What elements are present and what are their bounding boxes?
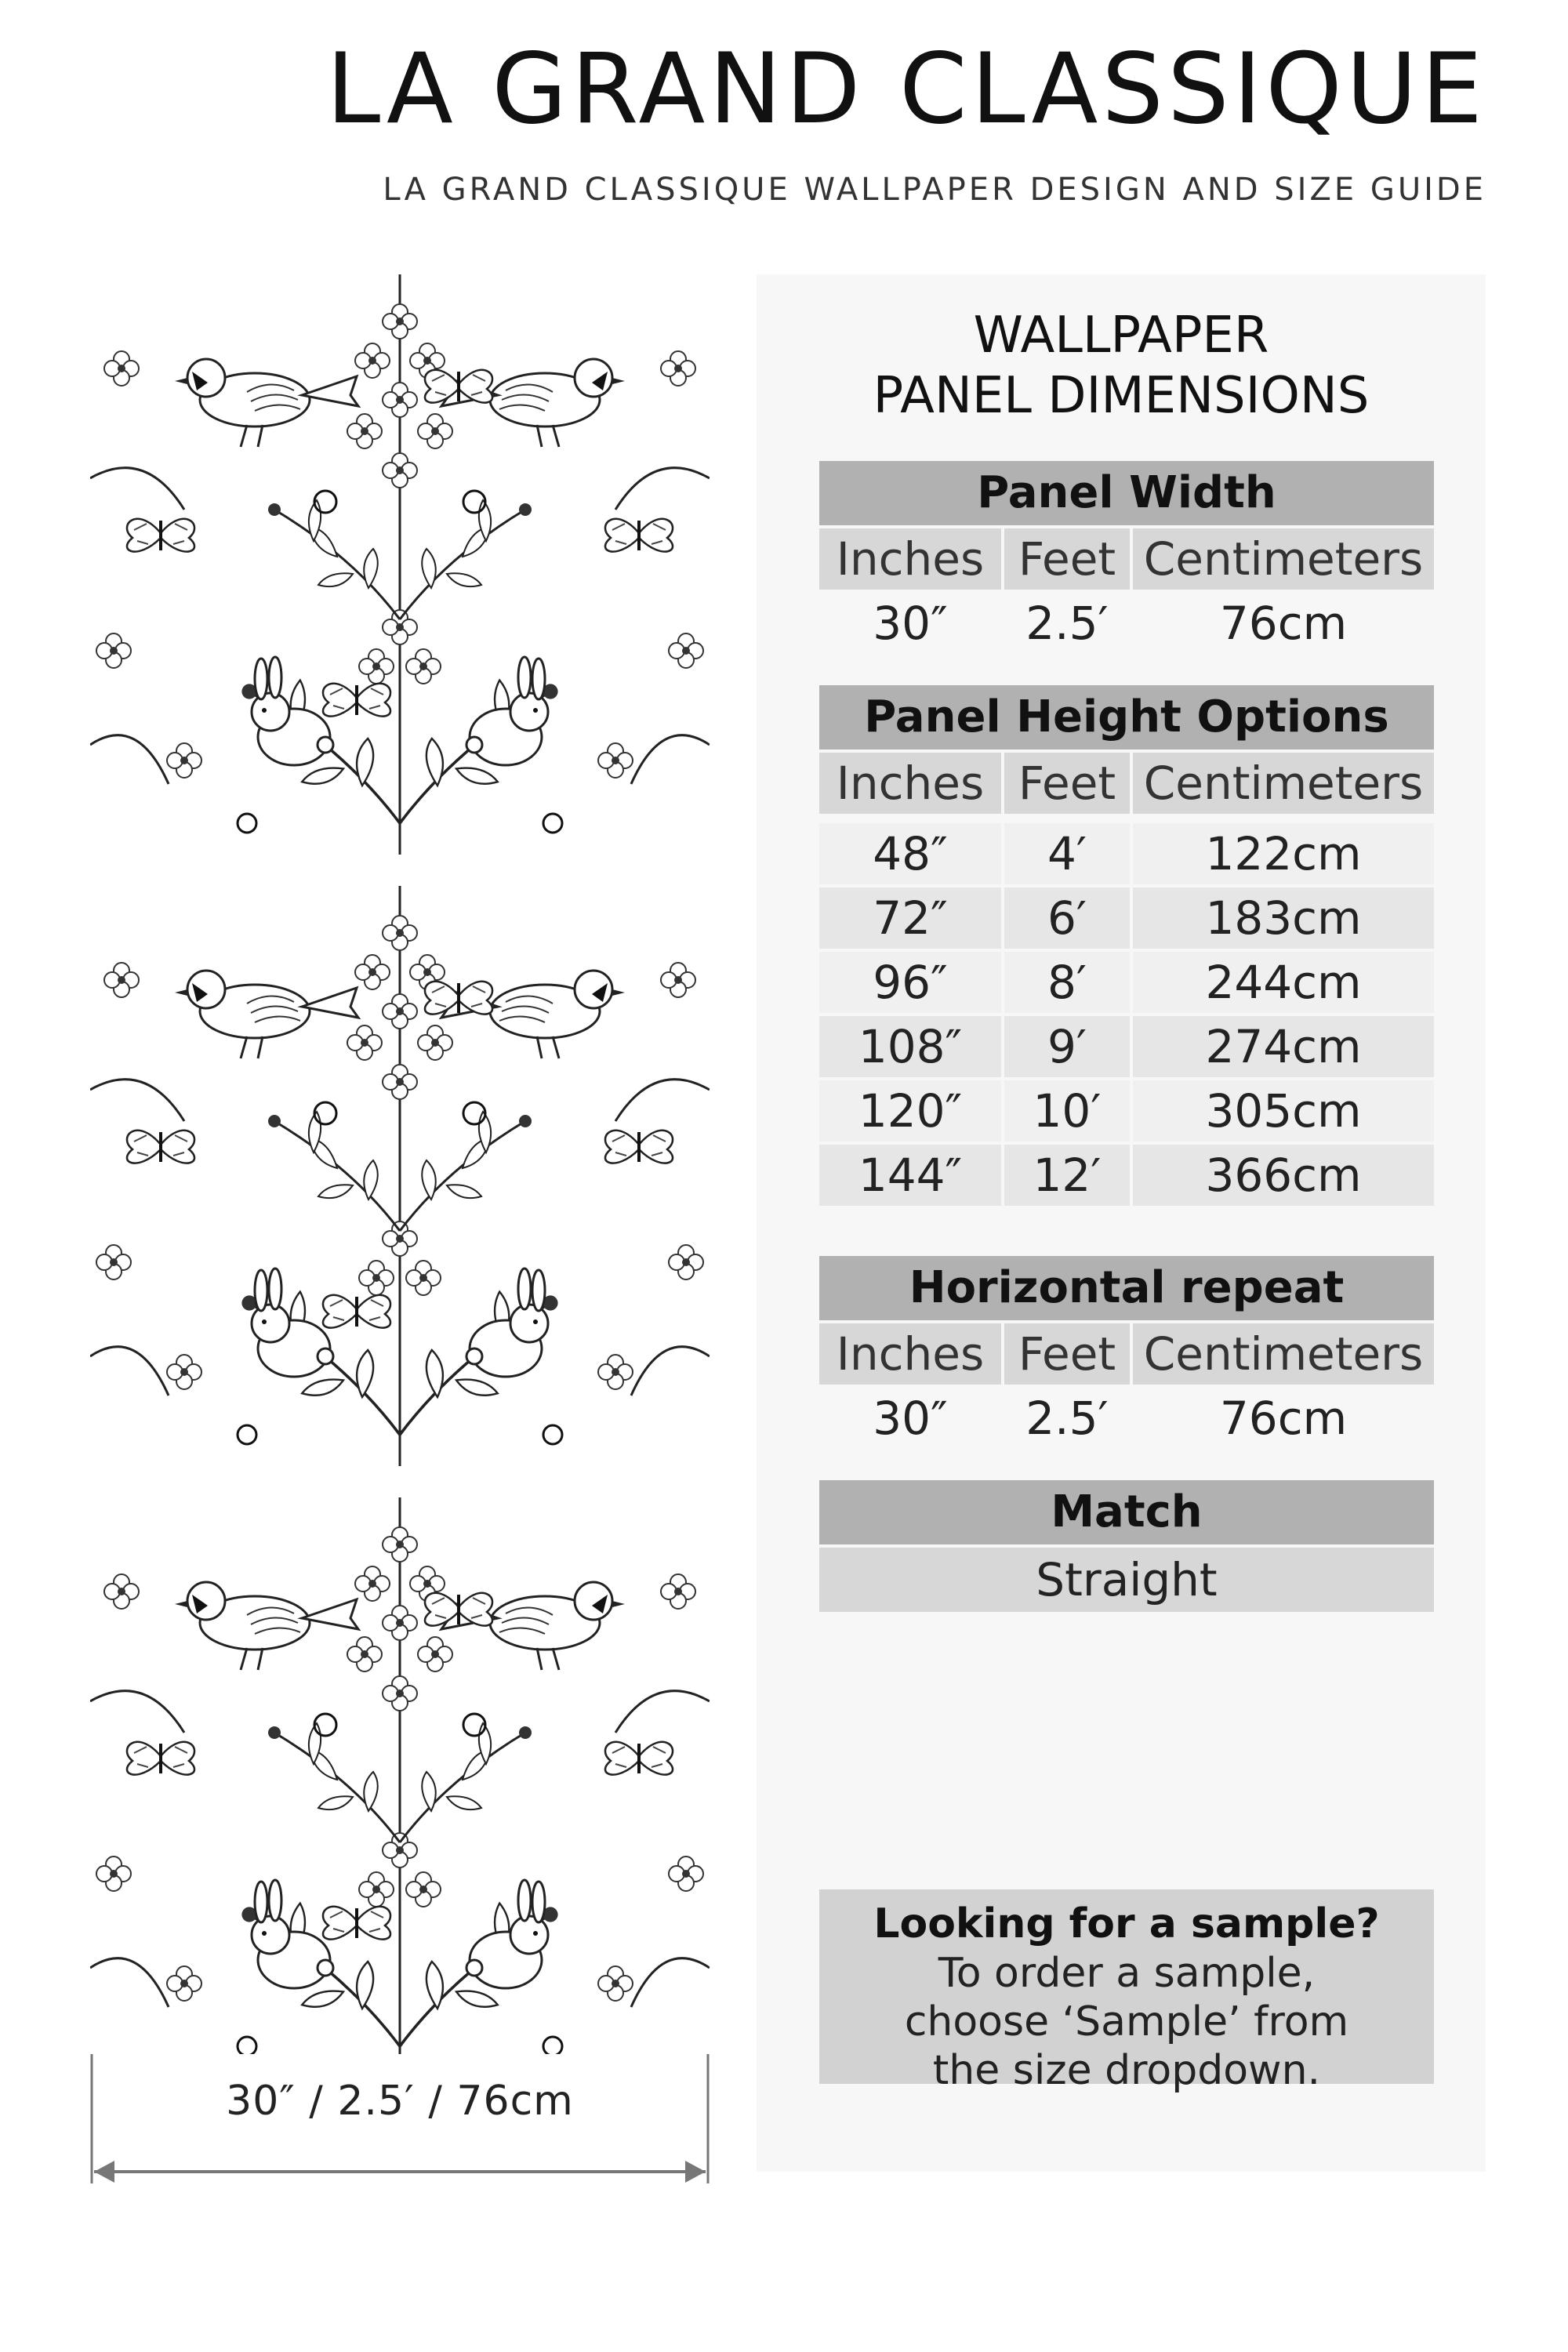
height-inches: 108″ (819, 1016, 1001, 1077)
table-row (819, 952, 1434, 1013)
horizontal-repeat-values (819, 1388, 1434, 1449)
sample-heading: Looking for a sample? (873, 1900, 1380, 1947)
height-feet: 9′ (1004, 1016, 1130, 1077)
height-feet: 6′ (1004, 887, 1130, 949)
panel-width-table (819, 461, 1434, 657)
height-inches: 72″ (819, 887, 1001, 949)
height-cm: 366cm (1133, 1145, 1434, 1206)
sample-line-1: To order a sample, (938, 1950, 1316, 1997)
wallpaper-pattern-preview (90, 274, 710, 2054)
brand-subtitle: LA GRAND CLASSIQUE WALLPAPER DESIGN AND SIZE GUIDE (383, 172, 1486, 208)
unit-inches: Inches (819, 528, 1001, 590)
panel-width-heading: Panel Width (819, 461, 1434, 525)
dimensions-panel (757, 274, 1486, 2172)
width-dimension-arrow (78, 2054, 721, 2187)
title-line-1: WALLPAPER (973, 307, 1269, 365)
repeat-inches: 30″ (873, 1392, 948, 1445)
table-row (819, 823, 1434, 884)
unit-feet: Feet (1004, 753, 1130, 814)
height-inches: 120″ (819, 1080, 1001, 1142)
unit-centimeters: Centimeters (1133, 1323, 1434, 1385)
height-cm: 244cm (1133, 952, 1434, 1013)
unit-inches: Inches (819, 1323, 1001, 1385)
height-cm: 274cm (1133, 1016, 1434, 1077)
panel-width-values (819, 593, 1434, 654)
height-inches: 96″ (819, 952, 1001, 1013)
units-row (819, 528, 1434, 590)
title-line-2: PANEL DIMENSIONS (873, 366, 1370, 425)
units-row (819, 753, 1434, 814)
pattern-width-label: 30″ / 2.5′ / 76cm (226, 2078, 574, 2125)
table-row (819, 887, 1434, 949)
height-cm: 183cm (1133, 887, 1434, 949)
match-table (819, 1480, 1434, 1612)
panel-dimensions-title (757, 306, 1486, 426)
height-feet: 12′ (1004, 1145, 1130, 1206)
width-cm: 76cm (1219, 597, 1348, 650)
height-feet: 8′ (1004, 952, 1130, 1013)
unit-feet: Feet (1004, 1323, 1130, 1385)
width-feet: 2.5′ (1025, 597, 1109, 650)
horizontal-repeat-heading: Horizontal repeat (819, 1256, 1434, 1320)
units-row (819, 1323, 1434, 1385)
sample-line-3: the size dropdown. (932, 2047, 1321, 2094)
width-inches: 30″ (873, 597, 948, 650)
horizontal-repeat-table (819, 1256, 1434, 1452)
table-row (819, 1145, 1434, 1206)
unit-centimeters: Centimeters (1133, 528, 1434, 590)
height-inches: 48″ (819, 823, 1001, 884)
unit-inches: Inches (819, 753, 1001, 814)
table-row (819, 1016, 1434, 1077)
repeat-cm: 76cm (1219, 1392, 1348, 1445)
table-row (819, 1080, 1434, 1142)
height-feet: 4′ (1004, 823, 1130, 884)
match-value: Straight (819, 1548, 1434, 1612)
height-cm: 122cm (1133, 823, 1434, 884)
panel-height-heading: Panel Height Options (819, 685, 1434, 750)
sample-info-box (819, 1889, 1434, 2094)
panel-height-table (819, 685, 1434, 1209)
unit-feet: Feet (1004, 528, 1130, 590)
unit-centimeters: Centimeters (1133, 753, 1434, 814)
brand-title: LA GRAND CLASSIQUE (326, 33, 1486, 146)
height-cm: 305cm (1133, 1080, 1434, 1142)
match-heading: Match (819, 1480, 1434, 1544)
height-feet: 10′ (1004, 1080, 1130, 1142)
sample-line-2: choose ‘Sample’ from (904, 1998, 1349, 2045)
repeat-feet: 2.5′ (1025, 1392, 1109, 1445)
height-inches: 144″ (819, 1145, 1001, 1206)
